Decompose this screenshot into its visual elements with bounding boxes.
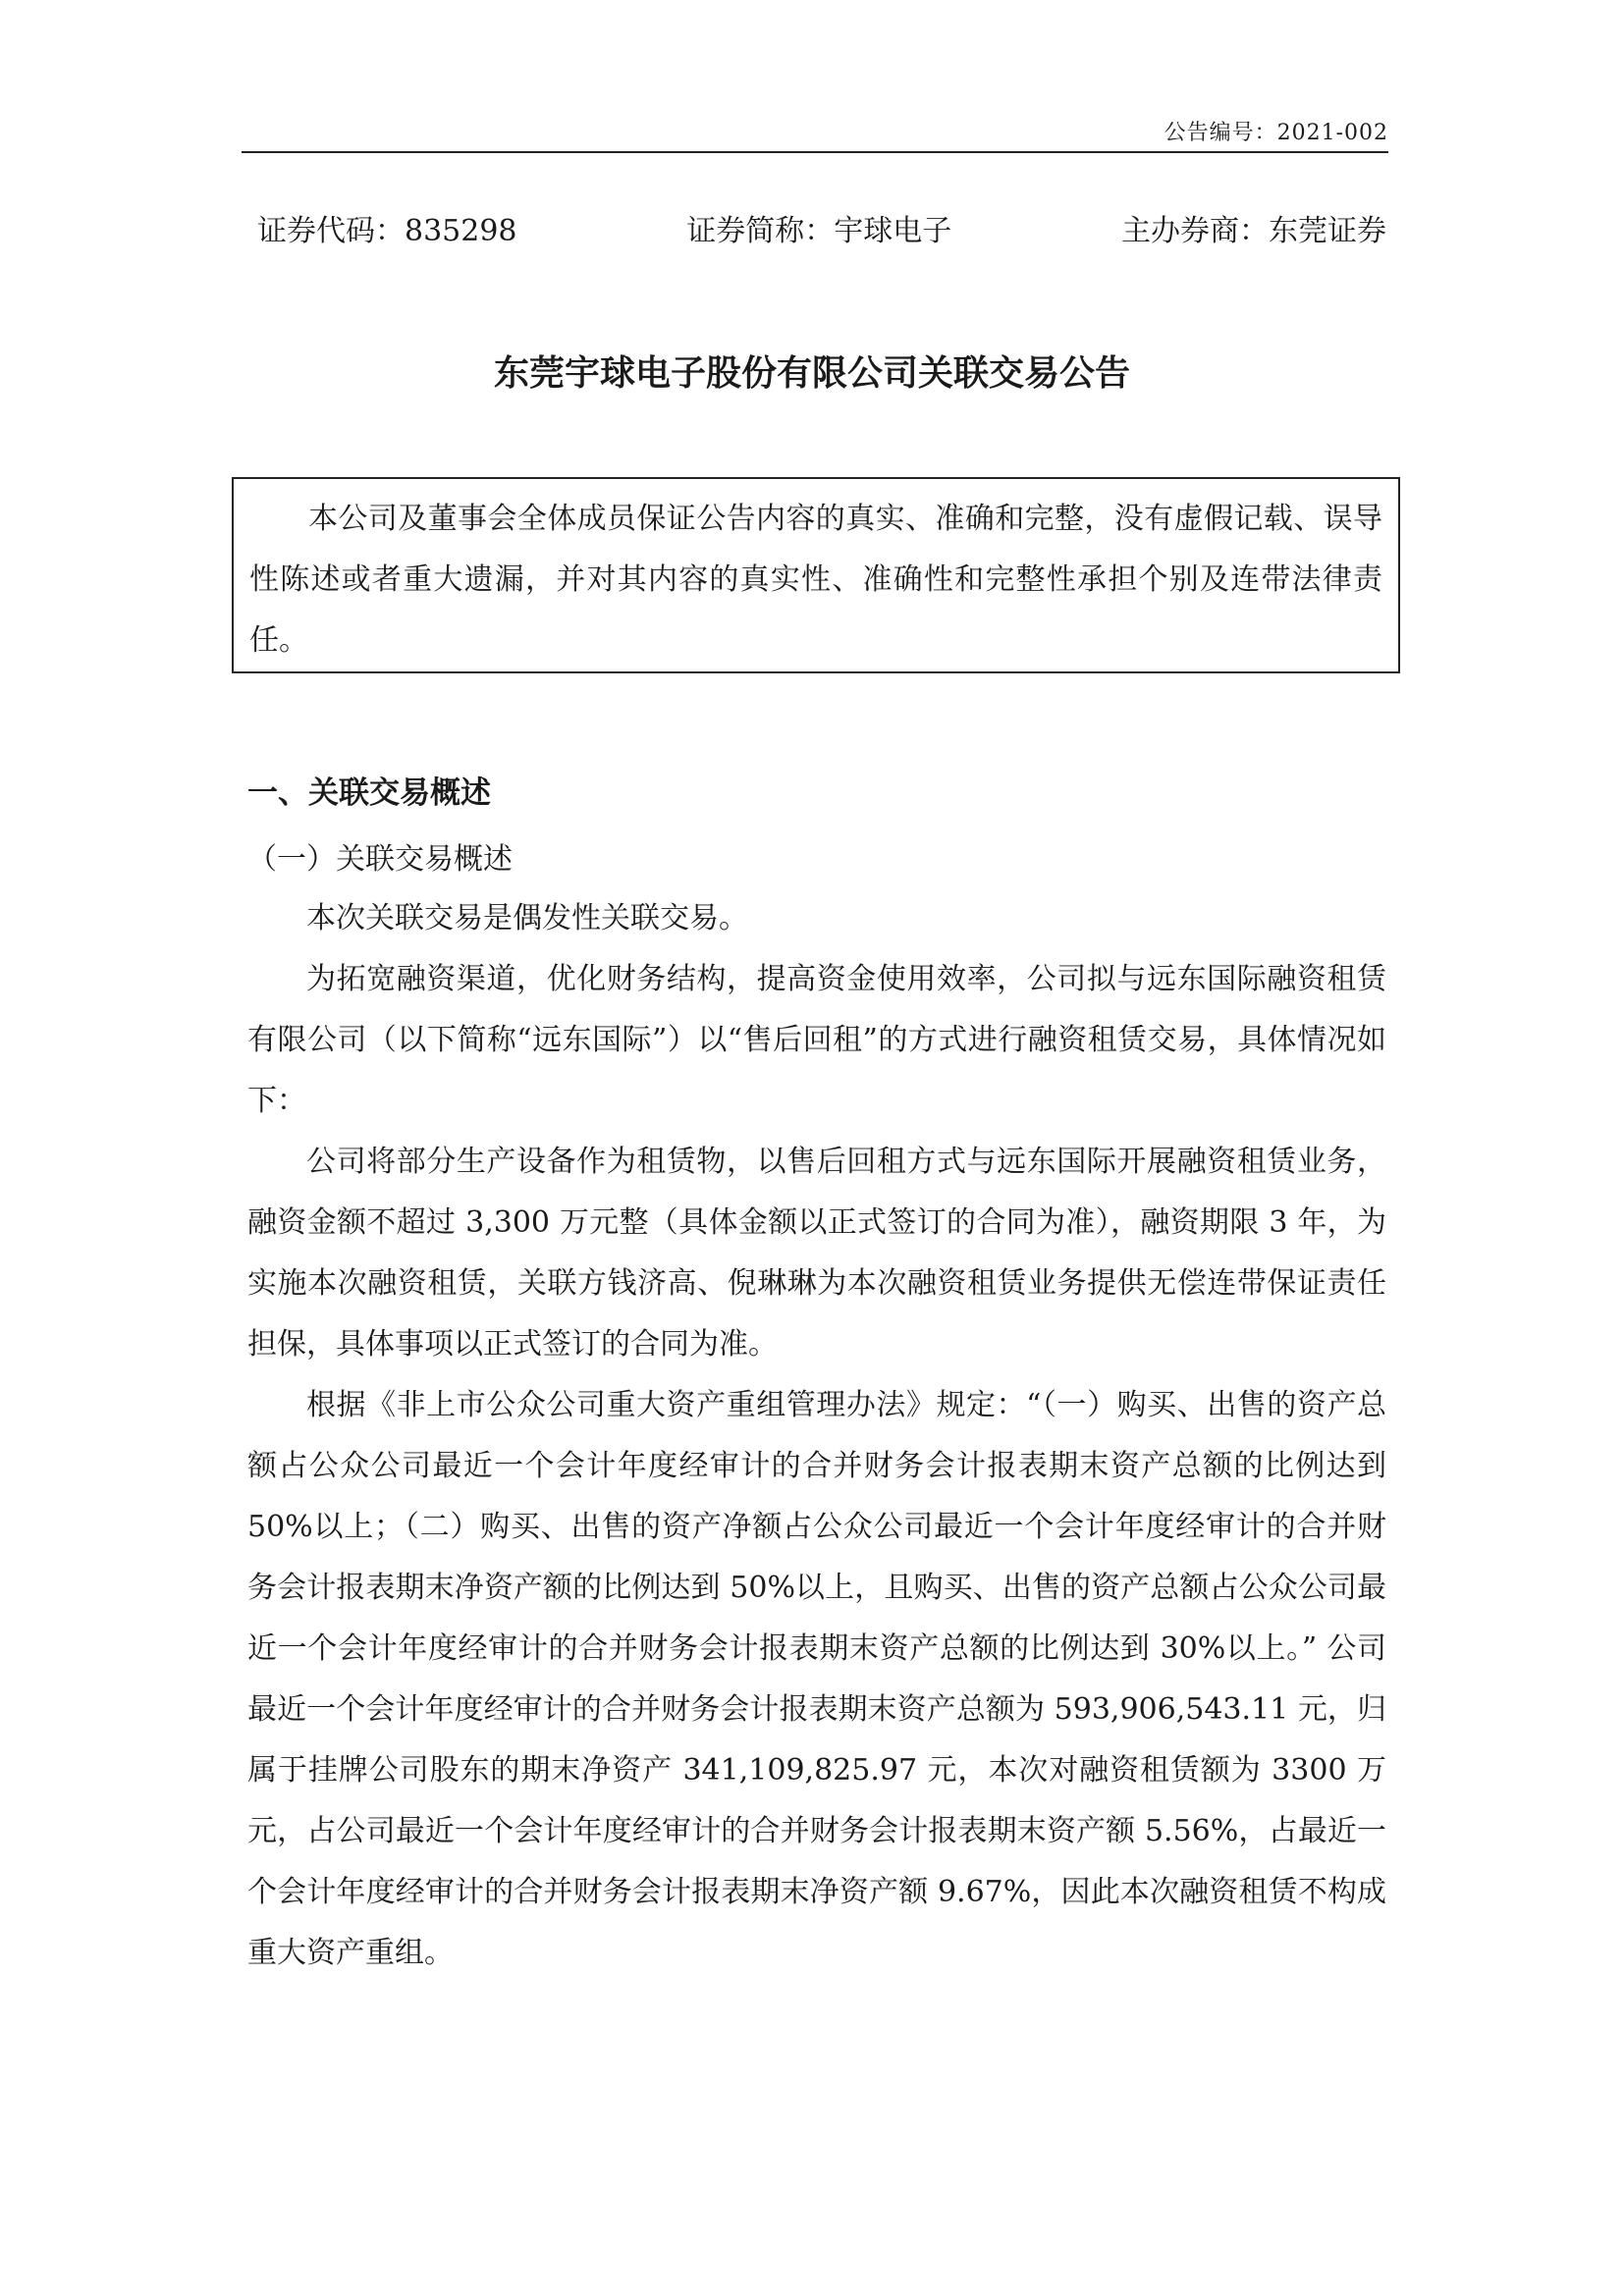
paragraph: 根据《非上市公众公司重大资产重组管理办法》规定：“（一）购买、出售的资产总额占公众公司最近一个会计年度经审计的合并财务会计报表期末资产总额的比例达到 50%以上；（二）购买、出售的资产净额占公众公司最近一个会计年度经审计的合并财务会计报表期末净资产额的比例达到 50%以上，且购买、出售的资产总额占公众公司最近一个会计年度经审计的合并财务会计报表期末资产总额的比例达到 30%以上。” 公司最近一个会计年度经审计的合并财务会计报表期末资产总额为 593,906,543.11 元，归属于挂牌公司股东的期末净资产 341,109,825.97 元，本次对融资租赁额为 3300 万元，占公司最近一个会计年度经审计的合并财务会计报表期末资产额 5.56%，占最近一个会计年度经审计的合并财务会计报表期末净资产额 9.67%，因此本次融资租赁不构成重大资产重组。 <box>247 1388 1386 1970</box>
paragraph: 公司将部分生产设备作为租赁物，以售后回租方式与远东国际开展融资租赁业务，融资金额不超过 3,300 万元整（具体金额以正式签订的合同为准），融资期限 3 年，为实施本次融资租赁，关联方钱济高、倪琳琳为本次融资租赁业务提供无偿连带保证责任担保，具体事项以正式签订的合同为准。 <box>247 1145 1386 1362</box>
header-rule <box>242 151 1388 153</box>
disclaimer-box: 本公司及董事会全体成员保证公告内容的真实、准确和完整，没有虚假记载、误导性陈述或者重大遗漏，并对其内容的真实性、准确性和完整性承担个别及连带法律责任。 <box>232 477 1400 673</box>
paragraph: 为拓宽融资渠道，优化财务结构，提高资金使用效率，公司拟与远东国际融资租赁有限公司（以下简称“远东国际”）以“售后回租”的方式进行融资租赁交易，具体情况如下： <box>247 962 1386 1118</box>
lead-broker: 主办券商：东莞证券 <box>1121 214 1386 248</box>
paragraph: 本次关联交易是偶发性关联交易。 <box>306 901 748 935</box>
securities-info-line <box>257 206 1386 249</box>
section-heading: 一、关联交易概述 <box>247 775 491 811</box>
announcement-number: 公告编号：2021-002 <box>1164 121 1388 145</box>
section-body <box>247 888 1386 1984</box>
subsection-heading: （一）关联交易概述 <box>247 842 513 877</box>
security-code: 证券代码：835298 <box>257 214 517 248</box>
security-short-name: 证券简称：宇球电子 <box>686 214 952 248</box>
document-title: 东莞宇球电子股份有限公司关联交易公告 <box>493 353 1130 394</box>
